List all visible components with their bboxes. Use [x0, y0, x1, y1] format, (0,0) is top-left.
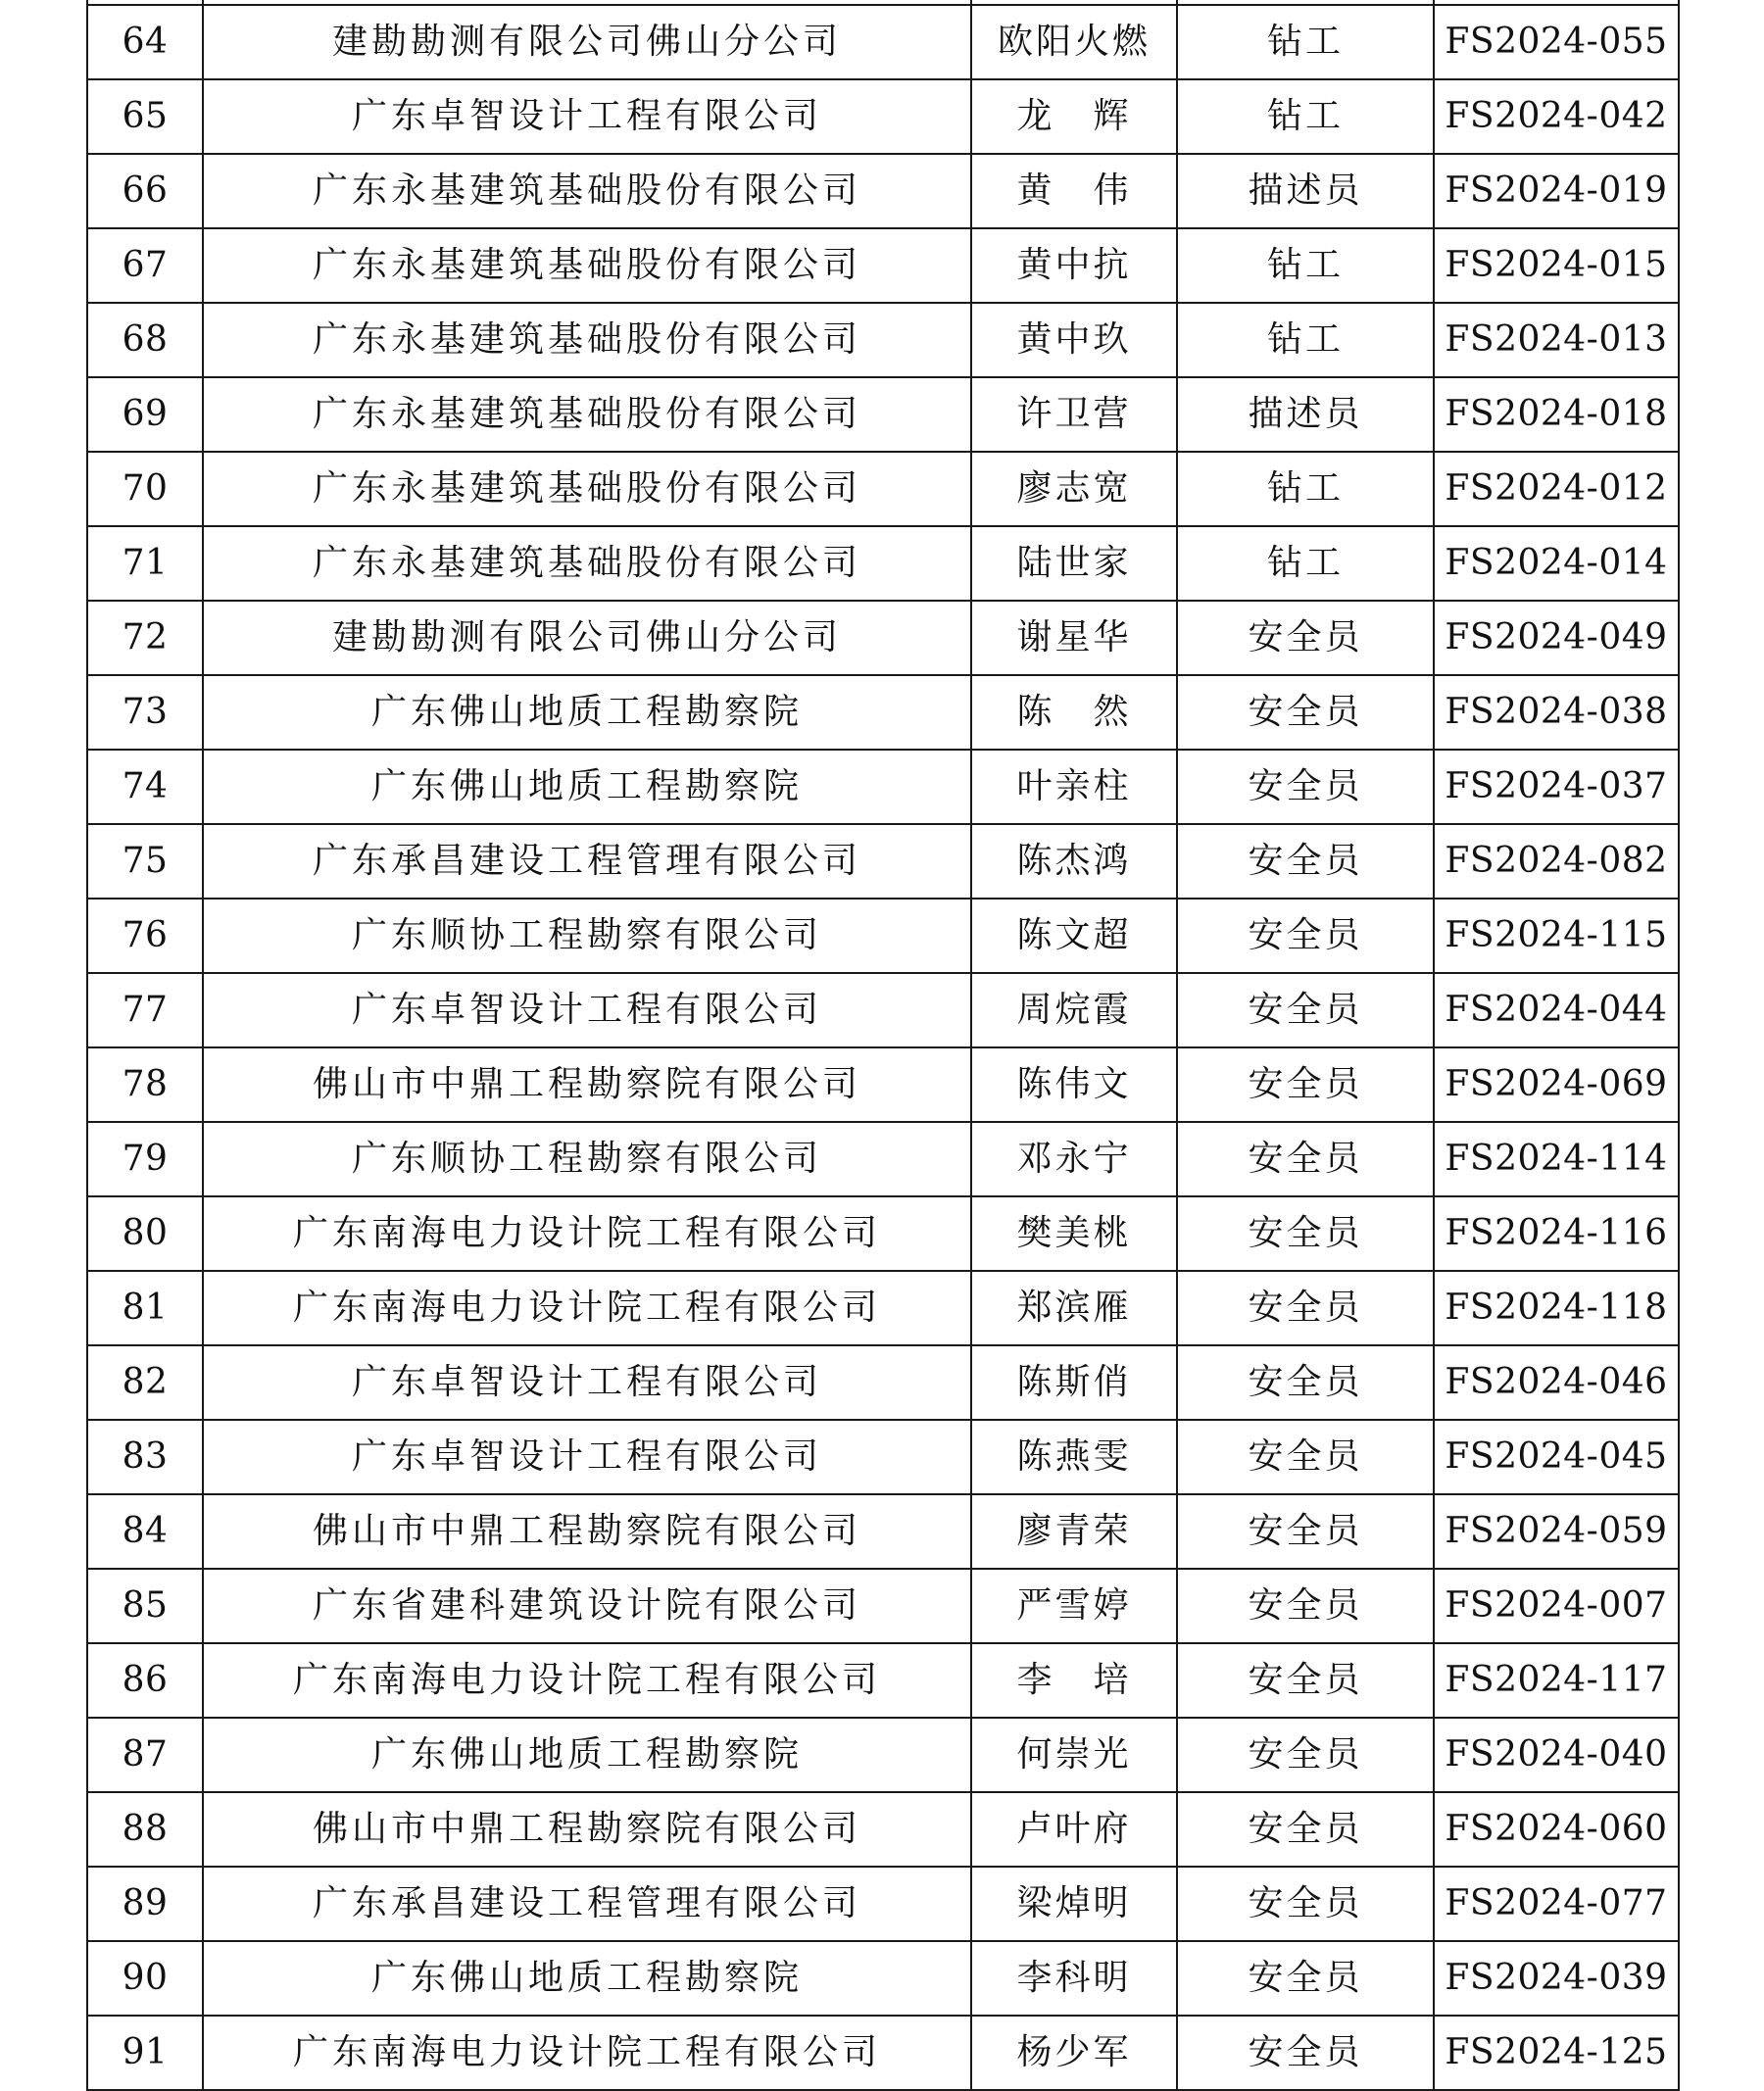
- person-name: 黄中玖: [971, 303, 1177, 377]
- certificate-number: FS2024-038: [1434, 675, 1679, 750]
- person-name: 陈杰鸿: [971, 824, 1177, 899]
- job-role: 描述员: [1177, 377, 1434, 452]
- person-name: 卢叶府: [971, 1792, 1177, 1867]
- table-row: [87, 973, 1679, 1047]
- company-name: 广东佛山地质工程勘察院: [203, 675, 971, 750]
- row-number: 79: [87, 1122, 203, 1196]
- company-name: 广东顺协工程勘察有限公司: [203, 899, 971, 973]
- certificate-number: FS2024-044: [1434, 973, 1679, 1047]
- job-role: 安全员: [1177, 601, 1434, 675]
- job-role: 钻工: [1177, 5, 1434, 79]
- job-role: 安全员: [1177, 2016, 1434, 2090]
- table-row: [87, 1643, 1679, 1718]
- table-row: [87, 303, 1679, 377]
- person-name: 黄中抗: [971, 228, 1177, 303]
- table-row: [87, 1718, 1679, 1792]
- job-role: 安全员: [1177, 1345, 1434, 1420]
- job-role: 安全员: [1177, 1718, 1434, 1792]
- person-name: 邓永宁: [971, 1122, 1177, 1196]
- job-role: 安全员: [1177, 824, 1434, 899]
- job-role: 钻工: [1177, 452, 1434, 526]
- table-row: [87, 750, 1679, 824]
- person-name: 陈 然: [971, 675, 1177, 750]
- table-row: [87, 1122, 1679, 1196]
- job-role: 安全员: [1177, 1792, 1434, 1867]
- certificate-number: FS2024-125: [1434, 2016, 1679, 2090]
- row-number: 81: [87, 1271, 203, 1345]
- job-role: 安全员: [1177, 750, 1434, 824]
- row-number: 74: [87, 750, 203, 824]
- person-name: 欧阳火燃: [971, 5, 1177, 79]
- personnel-table-body: [87, 0, 1679, 2090]
- company-name: 广东卓智设计工程有限公司: [203, 1345, 971, 1420]
- company-name: 广东佛山地质工程勘察院: [203, 1718, 971, 1792]
- row-number: 64: [87, 5, 203, 79]
- person-name: 许卫营: [971, 377, 1177, 452]
- job-role: 安全员: [1177, 1867, 1434, 1941]
- table-row: [87, 899, 1679, 973]
- row-number: 87: [87, 1718, 203, 1792]
- job-role: 描述员: [1177, 154, 1434, 228]
- person-name: 陈伟文: [971, 1047, 1177, 1122]
- row-number: 70: [87, 452, 203, 526]
- table-row: [87, 452, 1679, 526]
- person-name: 何崇光: [971, 1718, 1177, 1792]
- company-name: 广东南海电力设计院工程有限公司: [203, 1643, 971, 1718]
- company-name: 广东承昌建设工程管理有限公司: [203, 824, 971, 899]
- certificate-number: FS2024-007: [1434, 1569, 1679, 1643]
- certificate-number: FS2024-049: [1434, 601, 1679, 675]
- company-name: 广东永基建筑基础股份有限公司: [203, 303, 971, 377]
- person-name: 黄 伟: [971, 154, 1177, 228]
- job-role: 安全员: [1177, 1420, 1434, 1494]
- certificate-number: FS2024-018: [1434, 377, 1679, 452]
- person-name: 严雪婷: [971, 1569, 1177, 1643]
- job-role: 安全员: [1177, 1941, 1434, 2016]
- company-name: 广东佛山地质工程勘察院: [203, 1941, 971, 2016]
- company-name: 广东佛山地质工程勘察院: [203, 750, 971, 824]
- certificate-number: FS2024-040: [1434, 1718, 1679, 1792]
- table-row: [87, 1941, 1679, 2016]
- table-row: [87, 824, 1679, 899]
- row-number: 65: [87, 79, 203, 154]
- table-row: [87, 1420, 1679, 1494]
- person-name: 郑滨雁: [971, 1271, 1177, 1345]
- certificate-number: FS2024-060: [1434, 1792, 1679, 1867]
- row-number: 69: [87, 377, 203, 452]
- row-number: 83: [87, 1420, 203, 1494]
- company-name: 广东永基建筑基础股份有限公司: [203, 526, 971, 601]
- certificate-number: FS2024-039: [1434, 1941, 1679, 2016]
- person-name: 廖青荣: [971, 1494, 1177, 1569]
- certificate-number: FS2024-012: [1434, 452, 1679, 526]
- person-name: 陆世家: [971, 526, 1177, 601]
- row-number: 67: [87, 228, 203, 303]
- row-number: 86: [87, 1643, 203, 1718]
- row-number: 77: [87, 973, 203, 1047]
- job-role: 钻工: [1177, 303, 1434, 377]
- company-name: 广东南海电力设计院工程有限公司: [203, 2016, 971, 2090]
- company-name: 广东承昌建设工程管理有限公司: [203, 1867, 971, 1941]
- table-row: [87, 1867, 1679, 1941]
- company-name: 广东卓智设计工程有限公司: [203, 973, 971, 1047]
- row-number: 75: [87, 824, 203, 899]
- row-number: 71: [87, 526, 203, 601]
- row-number: 78: [87, 1047, 203, 1122]
- personnel-table: [86, 0, 1680, 2091]
- person-name: 陈燕雯: [971, 1420, 1177, 1494]
- person-name: 陈斯俏: [971, 1345, 1177, 1420]
- job-role: 安全员: [1177, 1122, 1434, 1196]
- job-role: 安全员: [1177, 1196, 1434, 1271]
- person-name: 李科明: [971, 1941, 1177, 2016]
- row-number: 85: [87, 1569, 203, 1643]
- row-number: 88: [87, 1792, 203, 1867]
- table-row: [87, 1345, 1679, 1420]
- job-role: 安全员: [1177, 1643, 1434, 1718]
- table-row: [87, 79, 1679, 154]
- person-name: 梁焯明: [971, 1867, 1177, 1941]
- certificate-number: FS2024-042: [1434, 79, 1679, 154]
- job-role: 钻工: [1177, 526, 1434, 601]
- job-role: 安全员: [1177, 675, 1434, 750]
- company-name: 佛山市中鼎工程勘察院有限公司: [203, 1792, 971, 1867]
- job-role: 安全员: [1177, 973, 1434, 1047]
- company-name: 建勘勘测有限公司佛山分公司: [203, 5, 971, 79]
- certificate-number: FS2024-069: [1434, 1047, 1679, 1122]
- person-name: 周烷霞: [971, 973, 1177, 1047]
- certificate-number: FS2024-059: [1434, 1494, 1679, 1569]
- table-row: [87, 5, 1679, 79]
- company-name: 广东卓智设计工程有限公司: [203, 1420, 971, 1494]
- table-row: [87, 1196, 1679, 1271]
- certificate-number: FS2024-019: [1434, 154, 1679, 228]
- person-name: 龙 辉: [971, 79, 1177, 154]
- table-row: [87, 526, 1679, 601]
- certificate-number: FS2024-013: [1434, 303, 1679, 377]
- row-number: 82: [87, 1345, 203, 1420]
- job-role: 安全员: [1177, 1494, 1434, 1569]
- row-number: 76: [87, 899, 203, 973]
- job-role: 安全员: [1177, 1047, 1434, 1122]
- certificate-number: FS2024-045: [1434, 1420, 1679, 1494]
- certificate-number: FS2024-055: [1434, 5, 1679, 79]
- certificate-number: FS2024-118: [1434, 1271, 1679, 1345]
- person-name: 陈文超: [971, 899, 1177, 973]
- row-number: 72: [87, 601, 203, 675]
- person-name: 樊美桃: [971, 1196, 1177, 1271]
- person-name: 杨少军: [971, 2016, 1177, 2090]
- table-row: [87, 675, 1679, 750]
- person-name: 谢星华: [971, 601, 1177, 675]
- job-role: 钻工: [1177, 228, 1434, 303]
- company-name: 佛山市中鼎工程勘察院有限公司: [203, 1494, 971, 1569]
- company-name: 建勘勘测有限公司佛山分公司: [203, 601, 971, 675]
- person-name: 李 培: [971, 1643, 1177, 1718]
- company-name: 佛山市中鼎工程勘察院有限公司: [203, 1047, 971, 1122]
- row-number: 84: [87, 1494, 203, 1569]
- row-number: 80: [87, 1196, 203, 1271]
- row-number: 66: [87, 154, 203, 228]
- certificate-number: FS2024-077: [1434, 1867, 1679, 1941]
- table-row: [87, 154, 1679, 228]
- job-role: 钻工: [1177, 79, 1434, 154]
- table-row: [87, 1569, 1679, 1643]
- company-name: 广东省建科建筑设计院有限公司: [203, 1569, 971, 1643]
- certificate-number: FS2024-116: [1434, 1196, 1679, 1271]
- certificate-number: FS2024-117: [1434, 1643, 1679, 1718]
- table-row: [87, 228, 1679, 303]
- row-number: 73: [87, 675, 203, 750]
- row-number: 90: [87, 1941, 203, 2016]
- certificate-number: FS2024-015: [1434, 228, 1679, 303]
- table-row: [87, 1047, 1679, 1122]
- company-name: 广东顺协工程勘察有限公司: [203, 1122, 971, 1196]
- certificate-number: FS2024-114: [1434, 1122, 1679, 1196]
- table-row: [87, 1792, 1679, 1867]
- person-name: 叶亲柱: [971, 750, 1177, 824]
- row-number: 68: [87, 303, 203, 377]
- table-row: [87, 377, 1679, 452]
- table-row: [87, 1494, 1679, 1569]
- table-row: [87, 2016, 1679, 2090]
- row-number: 89: [87, 1867, 203, 1941]
- company-name: 广东南海电力设计院工程有限公司: [203, 1271, 971, 1345]
- company-name: 广东永基建筑基础股份有限公司: [203, 228, 971, 303]
- row-number: 91: [87, 2016, 203, 2090]
- certificate-number: FS2024-037: [1434, 750, 1679, 824]
- person-name: 廖志宽: [971, 452, 1177, 526]
- company-name: 广东永基建筑基础股份有限公司: [203, 377, 971, 452]
- company-name: 广东永基建筑基础股份有限公司: [203, 452, 971, 526]
- certificate-number: FS2024-115: [1434, 899, 1679, 973]
- certificate-number: FS2024-046: [1434, 1345, 1679, 1420]
- table-row: [87, 1271, 1679, 1345]
- company-name: 广东永基建筑基础股份有限公司: [203, 154, 971, 228]
- roster-sheet: [86, 0, 1678, 2091]
- job-role: 安全员: [1177, 1271, 1434, 1345]
- certificate-number: FS2024-014: [1434, 526, 1679, 601]
- job-role: 安全员: [1177, 1569, 1434, 1643]
- job-role: 安全员: [1177, 899, 1434, 973]
- table-row: [87, 601, 1679, 675]
- certificate-number: FS2024-082: [1434, 824, 1679, 899]
- company-name: 广东卓智设计工程有限公司: [203, 79, 971, 154]
- company-name: 广东南海电力设计院工程有限公司: [203, 1196, 971, 1271]
